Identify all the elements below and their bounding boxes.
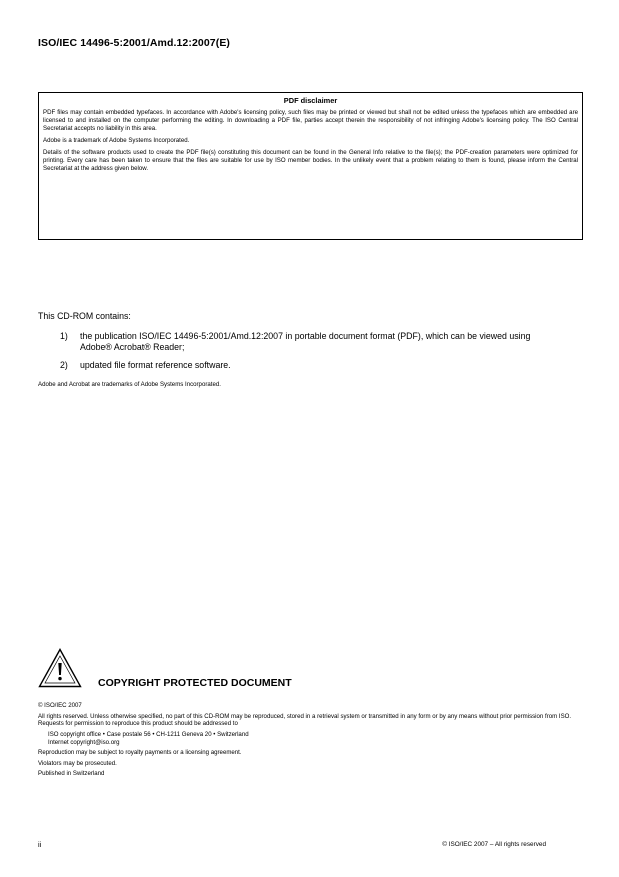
copyright-office-address: ISO copyright office • Case postale 56 • CH-1211 Geneva 20 • Switzerland: [48, 730, 249, 738]
document-header-id: ISO/IEC 14496-5:2001/Amd.12:2007(E): [38, 37, 231, 49]
list-item: [38, 331, 548, 353]
list-item: [38, 360, 548, 371]
copyright-title: COPYRIGHT PROTECTED DOCUMENT: [98, 677, 292, 689]
list-item-text: updated file format reference software.: [80, 360, 231, 370]
list-item-number: 2): [60, 360, 68, 370]
trademark-note: Adobe and Acrobat are trademarks of Adobe Systems Incorporated.: [38, 381, 221, 388]
warning-triangle-icon: [38, 648, 82, 688]
page-number: ii: [38, 840, 42, 849]
copyright-text: [38, 702, 588, 781]
copyright-violators-note: Violators may be prosecuted.: [38, 759, 117, 767]
list-item-number: 1): [60, 331, 68, 341]
disclaimer-title: PDF disclaimer: [283, 96, 338, 105]
copyright-internet: Internet copyright@iso.org: [48, 738, 120, 746]
copyright-rights-statement: All rights reserved. Unless otherwise specified, no part of this CD-ROM may be reproduced, stored in a retrieval system or transmitted in any form or by any means without prior permission from ISO. Requests for permission to reproduce this product should be addressed to: [38, 712, 572, 728]
copyright-published: Published in Switzerland: [38, 770, 105, 778]
pdf-disclaimer-box: [38, 92, 583, 240]
cdrom-intro: This CD-ROM contains:: [38, 311, 131, 321]
cdrom-contents-list: [38, 331, 548, 371]
copyright-royalty-note: Reproduction may be subject to royalty payments or a licensing agreement.: [38, 749, 242, 757]
copyright-year: © ISO/IEC 2007: [38, 702, 82, 709]
disclaimer-paragraph-typefaces: PDF files may contain embedded typefaces. In accordance with Adobe's licensing policy, such files may be printed or viewed but shall not be edited unless the typefaces which are embedded are licensed to and installed on the computer performing the editing. In downloading a PDF file, parties accept therein the responsibility of not infringing Adobe's licensing policy. The ISO Central Secretariat accepts no liability in this area.: [43, 109, 578, 132]
disclaimer-paragraph-details: Details of the software products used to create the PDF file(s) constituting this document can be found in the General Info relative to the file(s); the PDF-creation parameters were optimized for printing. Every care has been taken to ensure that the files are suitable for use by ISO member bodies. In the unlikely event that a problem relating to them is found, please inform the Central Secretariat at the address given below.: [43, 149, 578, 173]
list-item-text: the publication ISO/IEC 14496-5:2001/Amd.12:2007 in portable document format (PDF), which can be viewed using Adobe® Acrobat® Reader;: [80, 331, 531, 352]
disclaimer-paragraph-trademark: Adobe is a trademark of Adobe Systems Incorporated.: [43, 137, 190, 145]
footer-rights: © ISO/IEC 2007 – All rights reserved: [442, 841, 546, 848]
cdrom-contents-section: [38, 311, 548, 378]
